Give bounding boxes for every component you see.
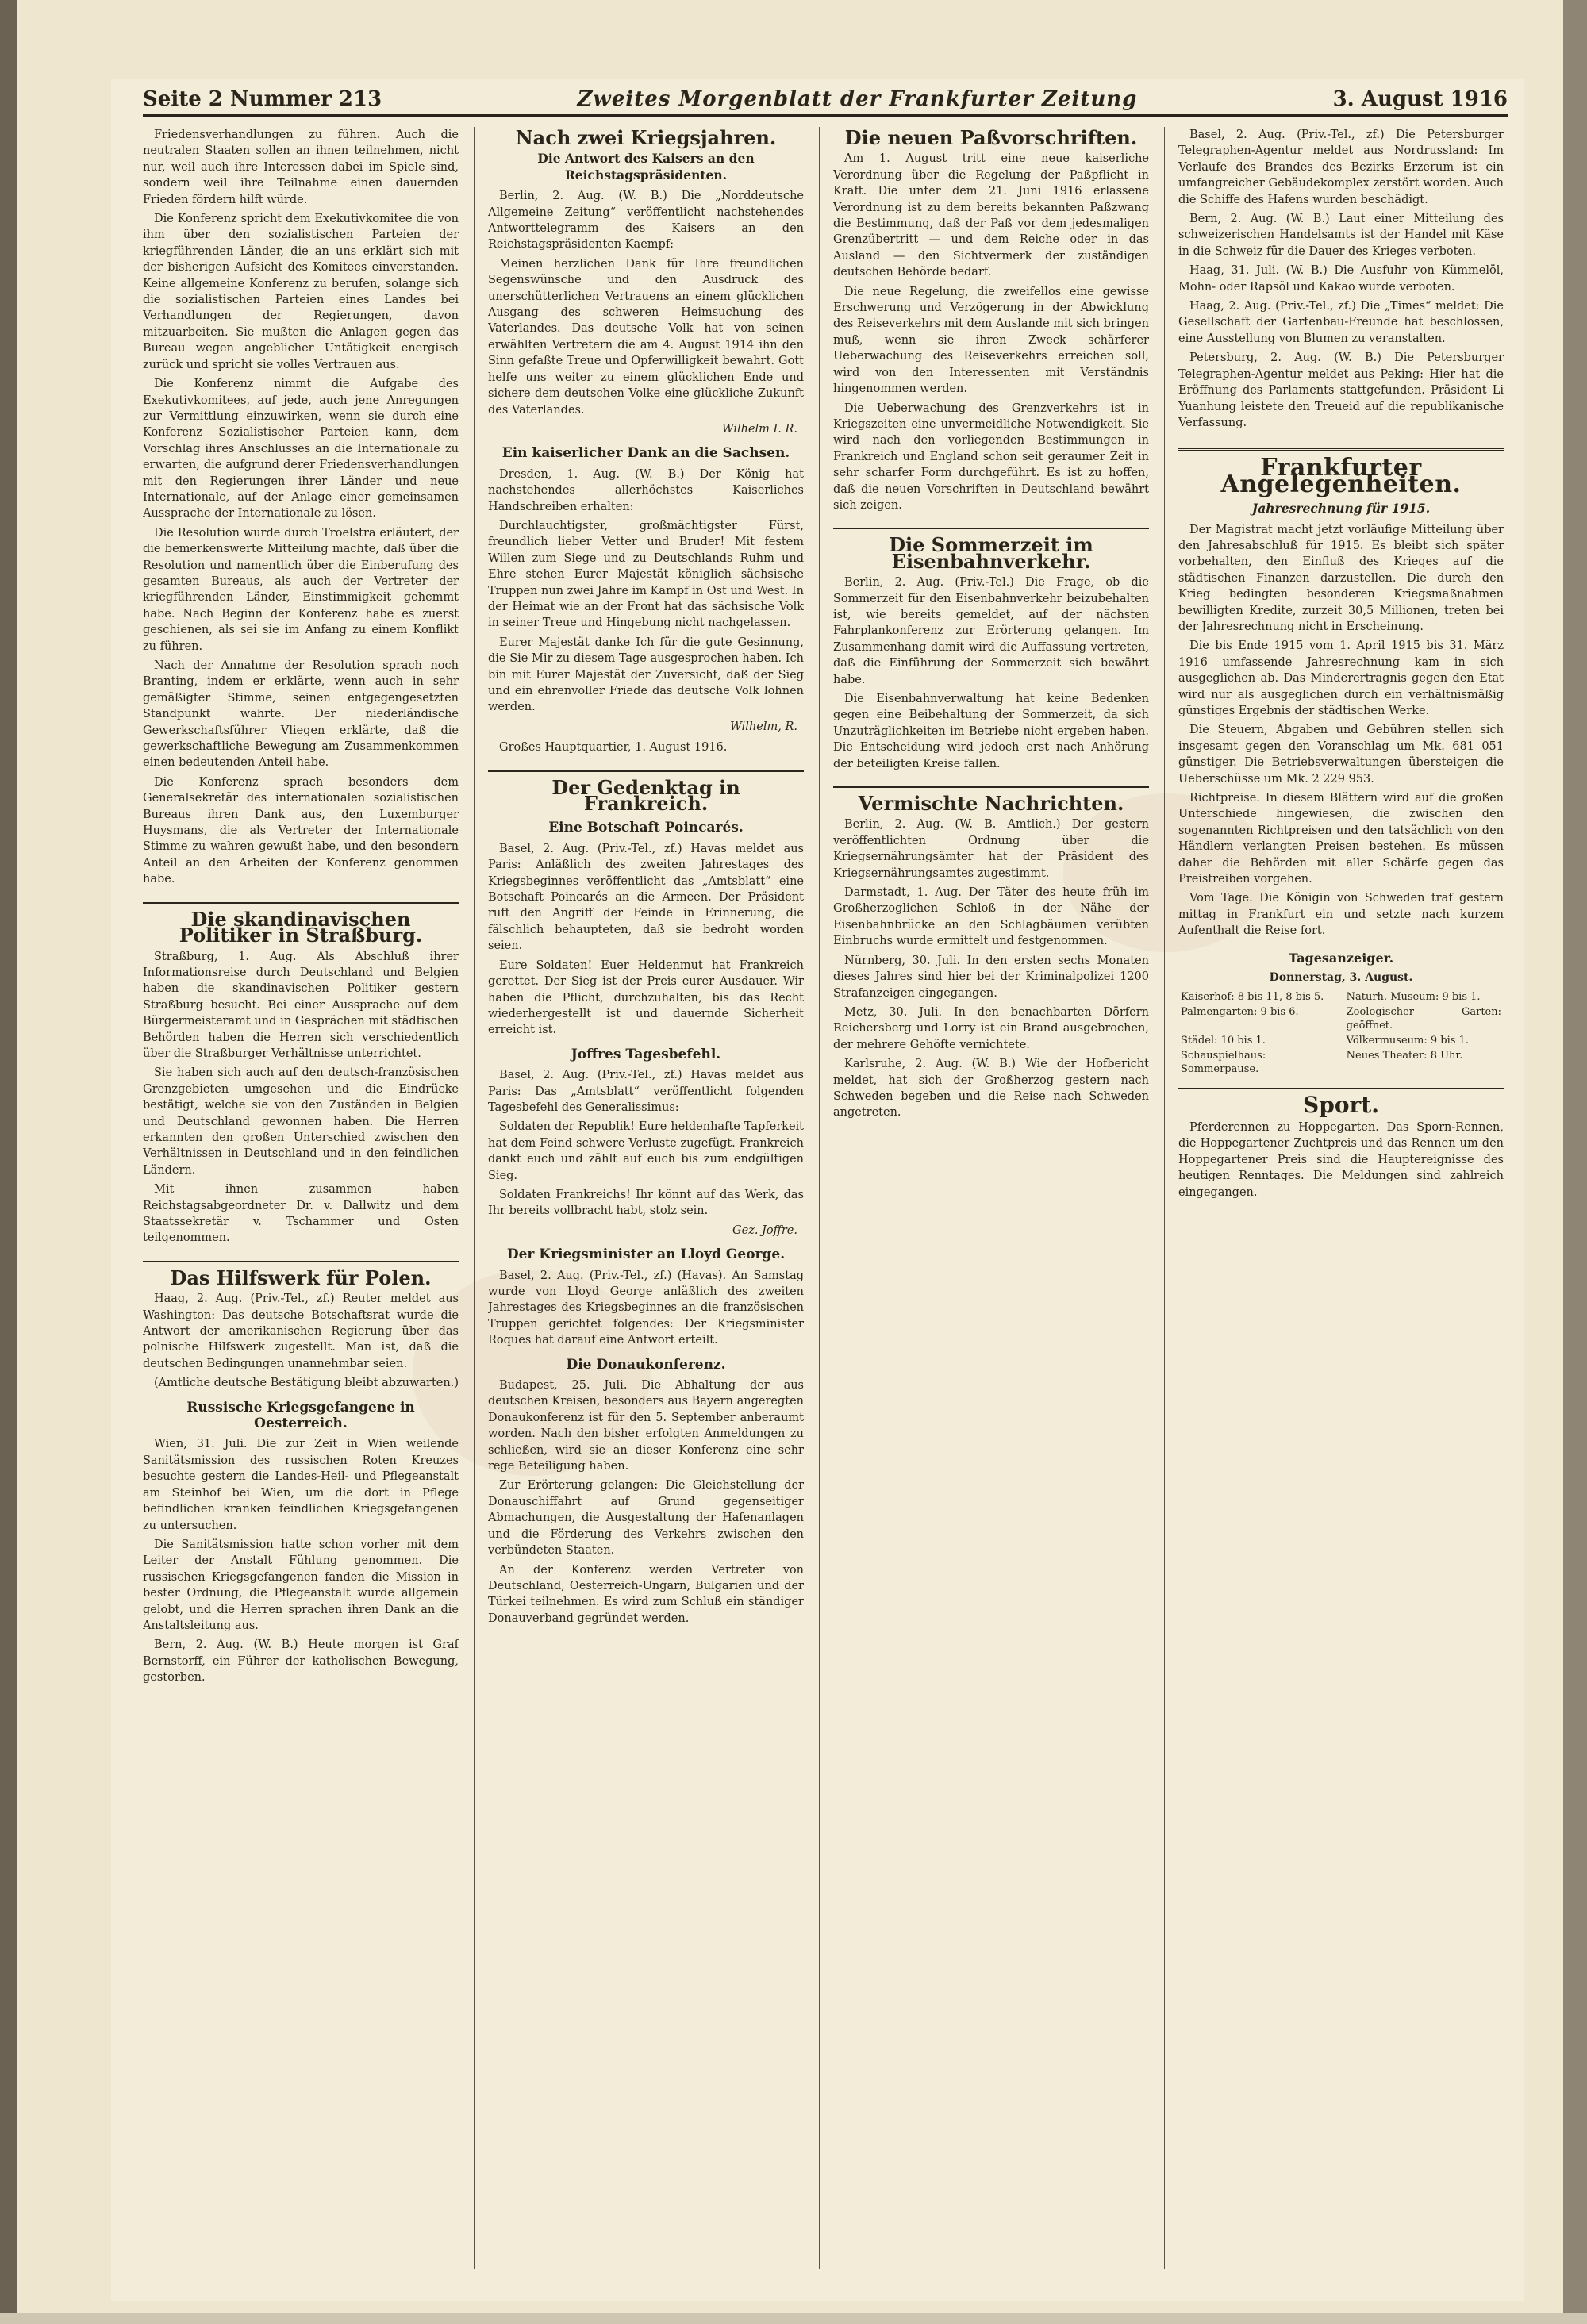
article-paragraph: Die Resolution wurde durch Troelstra erläutert, der die bemerkenswerte Mitteilung machte, daß über die Resolution und namentlich über die Einberufung des gesamten Bureaus, als auch der Vertreter der kriegführenden Länder, Einstimmigkeit gehemmt habe. Nach Beginn der Konferenz habe es zuerst geschienen, als sei sie im Anfang zu einem Konflikt zu führen.: [143, 526, 459, 653]
article-paragraph: Dresden, 1. Aug. (W. B.) Der König hat nachstehendes allerhöchstes Kaiserliches Handschreiben erhalten:: [488, 467, 804, 513]
article-paragraph: Darmstadt, 1. Aug. Der Täter des heute früh im Großherzoglichen Schloß in der Nähe der Eisenbahnbrücke an den Schlagbäumen verübten Einbruchs wurde ermittelt und festgenommen.: [833, 886, 1149, 948]
article-paragraph: Nach der Annahme der Resolution sprach noch Branting, indem er erklärte, wenn auch in sehr gemäßigter Stimme, seinen entgegengesetzten Standpunkt wahrte. Der niederländische Gewerkschaftsführer Vliegen erklärte, daß die gewerkschaftliche Bewegung am Zusammenkommen einen bedeutenden Anteil habe.: [143, 659, 459, 770]
article-paragraph: (Amtliche deutsche Bestätigung bleibt abzuwarten.): [154, 1377, 459, 1390]
article-headline: Ein kaiserlicher Dank an die Sachsen.: [501, 445, 790, 462]
article-paragraph: Richtpreise. In diesem Blättern wird auf die großen Unterschiede hingewiesen, die zwischen den sogenannten Richtpreisen und den tatsächlich von den Händlern verlangten Preisen bestehen. Es müssen daher die Behörden mit aller Schärfe gegen das Preistreiben vorgehen.: [1178, 792, 1504, 886]
article-headline: Die skandinavischen Politiker in Straßburg.: [143, 902, 459, 944]
newspaper-page: [111, 79, 1524, 2301]
table-cell: Schauspielhaus: Sommerpause.: [1181, 1049, 1266, 1075]
article-paragraph: Die Sanitätsmission hatte schon vorher mit dem Leiter der Anstalt Fühlung genommen. Die russischen Kriegsgefangenen fanden die Mission in bester Ordnung, die Pflegeanstalt wurde allgemein gelobt, und die Herren sprachen ihren Dank an die Anstaltsleitung aus.: [143, 1538, 459, 1632]
article-headline: Die Sommerzeit im Eisenbahnverkehr.: [833, 528, 1149, 570]
article-headline: Der Gedenktag in Frankreich.: [488, 770, 804, 812]
article-paragraph: Nürnberg, 30. Juli. In den ersten sechs Monaten dieses Jahres sind hier bei der Kriminalpolizei 1200 Strafanzeigen eingegangen.: [833, 954, 1149, 1000]
section-title: Sport.: [1178, 1088, 1504, 1113]
column-1: [143, 127, 459, 2277]
article-paragraph: Die Konferenz sprach besonders dem Generalsekretär des internationalen sozialistischen Bureaus ihren Dank aus, den Luxemburger Huysmans, die als Vertreter der Internationale Stimme zu wahren gewußt habe, und den besondern Anteil an den Arbeiten der Konferenz genommen habe.: [143, 775, 459, 886]
page-number: Seite 2 Nummer 213: [143, 87, 382, 111]
table-cell: Städel: 10 bis 1.: [1181, 1034, 1266, 1047]
table-cell: Palmengarten: 9 bis 6.: [1181, 1005, 1299, 1018]
signature: Wilhelm, R.: [730, 720, 797, 733]
article-paragraph: Pferderennen zu Hoppegarten. Das Sporn-Rennen, die Hoppegartener Zuchtpreis und das Rennen um den Hoppegartener Preis sind die Hauptereignisse des heutigen Renntages. Die Meldungen sind zahlreich eingegangen.: [1178, 1120, 1504, 1199]
article-paragraph: Bern, 2. Aug. (W. B.) Heute morgen ist Graf Bernstorff, ein Führer der katholischen Bewegung, gestorben.: [143, 1638, 459, 1684]
column-3: [833, 127, 1149, 2277]
article-paragraph: Metz, 30. Juli. In den benachbarten Dörfern Reichersberg und Lorry ist ein Brand ausgebrochen, der mehrere Gehöfte vernichtete.: [833, 1005, 1149, 1051]
scan-border-left: [0, 0, 17, 2324]
article-headline: Die neuen Paßvorschriften.: [844, 127, 1138, 149]
article-subheadline: Joffres Tagesbefehl.: [571, 1046, 721, 1062]
article-paragraph: Soldaten der Republik! Eure heldenhafte Tapferkeit hat dem Feind schwere Verluste zugefügt. Frankreich dankt euch und zählt auf euch bis zum endgültigen Sieg.: [488, 1120, 804, 1182]
article-paragraph: Basel, 2. Aug. (Priv.-Tel., zf.) Die Petersburger Telegraphen-Agentur meldet aus Nordrussland: Im Verlaufe des Brandes des Bezirks Erzerum ist ein umfangreicher Gebäudekomplex zerstört worden. Auch die Schiffe des Hafens wurden beschädigt.: [1178, 129, 1504, 206]
article-headline: Vermischte Nachrichten.: [833, 786, 1149, 812]
article-subheadline: Eine Botschaft Poincarés.: [548, 820, 744, 836]
table-cell: Naturh. Museum: 9 bis 1.: [1346, 990, 1481, 1003]
article-paragraph: Der Magistrat macht jetzt vorläufige Mitteilung über den Jahresabschluß für 1915. Es bleibt sich später vorbehalten, den Einfluß des Krieges auf die städtischen Finanzen darzustellen. Die durch den Krieg bedingten besonderen Kriegsmaßnahmen bewilligten Kredite, zurzeit 30,5 Millionen, treten bei der Jahresrechnung nicht in Erscheinung.: [1178, 523, 1504, 633]
article-paragraph: Die Konferenz spricht dem Exekutivkomitee die von ihm über den sozialistischen Parteien der kriegführenden Länder, die an uns erklärt sich mit der bisherigen Aufsicht des Komitees einverstanden. Keine allgemeine Konferenz zu berufen, solange sich die sozialistischen Parteien eines Landes bei Verhandlungen der Regierungen, davon mitzuarbeiten. Sie mußten die Anlagen gegen das Bureau wegen angeblicher Untätigkeit energisch zurück und spricht sie volles Vertrauen aus.: [143, 213, 459, 371]
page-header: [143, 79, 1508, 117]
article-subheadline: Russische Kriegsgefangene in Oesterreich.: [186, 1399, 415, 1432]
article-paragraph: Zur Erörterung gelangen: Die Gleichstellung der Donauschiffahrt auf Grund gegenseitiger Abmachungen, die Ausgestaltung der Hafenanlagen und die Förderung des Verkehrs zwischen den verbündeten Staaten.: [488, 1479, 804, 1558]
signature: Wilhelm I. R.: [721, 422, 797, 436]
article-paragraph: Basel, 2. Aug. (Priv.-Tel., zf.) (Havas). An Samstag wurde von Lloyd George anläßlich des zweiten Jahrestages des Kriegsbeginnes an die französischen Truppen gerichtet folgendes: Der Kriegsminister Roques hat darauf eine Antwort erteilt.: [488, 1269, 804, 1347]
dateline: Großes Hauptquartier, 1. August 1916.: [499, 741, 728, 755]
article-paragraph: Meinen herzlichen Dank für Ihre freundlichen Segenswünsche und den Ausdruck des unerschütterlichen Vertrauens an einem glücklichen Ausgang des schweren Heimsuchung des Vaterlandes. Das deutsche Volk hat von seinen erwählten Vertretern die am 4. August 1914 ihn den Sinn gefaßte Treue und Opferwilligkeit bewahrt. Gott helfe uns weiter zu einem glücklichen Ende und sichere dem deutschen Volke eine glückliche Zukunft des Vaterlandes.: [488, 257, 804, 417]
article-paragraph: Die Konferenz nimmt die Aufgabe des Exekutivkomitees, auf jede, auch jene Anregungen zur Vermittlung einzuwirken, wenn sie durch eine Konferenz Sozialistischer Parteien kann, dem Vorschlag ihres Anschlusses an die Internationale zu erwarten, die aufgrund derer Friedensverhandlungen mit den Regierungen ihrer Länder und neue Internationale, auf der Anlage einer gemeinsamen Aussprache der Internationale zu lösen.: [143, 378, 459, 520]
column-rule: [474, 127, 475, 2269]
newspaper-title: Zweites Morgenblatt der Frankfurter Zeitung: [577, 87, 1138, 111]
article-paragraph: Karlsruhe, 2. Aug. (W. B.) Wie der Hofbericht meldet, hat sich der Großherzog gestern nach Schweden begeben und die Reise nach Schweden angetreten.: [833, 1058, 1149, 1120]
article-paragraph: Budapest, 25. Juli. Die Abhaltung der aus deutschen Kreisen, besonders aus Bayern angeregten Donaukonferenz ist für den 5. September anberaumt worden. Nach den bisher erfolgten Anmeldungen zu schließen, wird sie an dieser Konferenz eine sehr rege Beteiligung haben.: [488, 1379, 804, 1473]
article-paragraph: Die Eisenbahnverwaltung hat keine Bedenken gegen eine Beibehaltung der Sommerzeit, da sich Unzuträglichkeiten im Betriebe nicht ergeben haben. Die Entscheidung wird jedoch erst nach Anhörung der beteiligten Kreise fallen.: [833, 693, 1149, 770]
article-paragraph: Mit ihnen zusammen haben Reichstagsabgeordneter Dr. v. Dallwitz und dem Staatssekretär v. Tschammer und Osten teilgenommen.: [143, 1183, 459, 1245]
article-paragraph: Haag, 2. Aug. (Priv.-Tel., zf.) Die „Times“ meldet: Die Gesellschaft der Gartenbau-Freunde hat beschlossen, eine Ausstellung von Blumen zu veranstalten.: [1178, 300, 1504, 345]
article-headline: Das Hilfswerk für Polen.: [143, 1261, 459, 1286]
table-row: [1178, 1033, 1504, 1048]
article-paragraph: Vom Tage. Die Königin von Schweden traf gestern mittag in Frankfurt ein und setzte nach kurzem Aufenthalt die Reise fort.: [1178, 892, 1504, 938]
article-paragraph: Soldaten Frankreichs! Ihr könnt auf das Werk, das Ihr bereits vollbracht habt, stolz sein.: [488, 1188, 804, 1218]
article-subheadline: Jahresrechnung für 1915.: [1251, 501, 1431, 517]
table-cell: Zoologischer Garten: geöffnet.: [1346, 1005, 1501, 1031]
article-paragraph: Berlin, 2. Aug. (Priv.-Tel.) Die Frage, ob die Sommerzeit für den Eisenbahnverkehr beizubehalten ist, wie bereits gemeldet, auf der nächsten Fahrplankonferenz zur Erörterung gelangen. Im Zusammenhang damit wird die Auffassung vertreten, daß die Einführung der Sommerzeit sich bewährt habe.: [833, 576, 1149, 686]
article-paragraph: Die neue Regelung, die zweifellos eine gewisse Erschwerung und Verzögerung in der Abwicklung des Reiseverkehrs mit dem Auslande mit sich bringen muß, wenn sie ihren Zweck schärferer Ueberwachung des Reiseverkehrs erreichen soll, wird von den Interessenten mit Verständnis hingenommen werden.: [833, 285, 1149, 396]
article-paragraph: Friedensverhandlungen zu führen. Auch die neutralen Staaten sollen an ihnen teilnehmen, nicht nur, weil auch ihre Interessen dabei im Spiele sind, sondern weil ihre Teilnahme einen dauernden Frieden fördern hilft würde.: [143, 129, 459, 206]
schedule-table: [1178, 989, 1504, 1077]
article-paragraph: Sie haben sich auch auf den deutsch-französischen Grenzgebieten umgesehen und die Eindrücke bestätigt, welche sie von den Zuständen in Belgien und Deutschland gewonnen haben. Die Herren erkannten den großen Unterschied zwischen den Verhältnissen in Deutschland und in den feindlichen Ländern.: [143, 1066, 459, 1177]
article-subheadline: Die Donaukonferenz.: [566, 1356, 726, 1373]
article-paragraph: Eure Soldaten! Euer Heldenmut hat Frankreich gerettet. Der Sieg ist der Preis eurer Ausdauer. Wir haben die Pflicht, durchzuhalten, bis das Recht wiederhergestellt ist und dauernde Sicherheit erreicht ist.: [488, 958, 804, 1037]
article-paragraph: Petersburg, 2. Aug. (W. B.) Die Petersburger Telegraphen-Agentur meldet aus Peking: Hier hat die Eröffnung des Parlaments stattgefunden. Präsident Li Yuanhung leistete den Treueid auf die republikanische Verfassung.: [1178, 351, 1504, 429]
article-paragraph: Haag, 2. Aug. (Priv.-Tel., zf.) Reuter meldet aus Washington: Das deutsche Botschaftsrat wurde die Antwort der amerikanischen Regierung über das polnische Hilfswerk zugestellt. Man ist, daß die deutschen Bedingungen unannehmbar seien.: [143, 1293, 459, 1370]
article-paragraph: Bern, 2. Aug. (W. B.) Laut einer Mitteilung des schweizerischen Handelsamts ist der Handel mit Käse in die Schweiz für die Dauer des Krieges verboten.: [1178, 213, 1504, 258]
table-cell: Völkermuseum: 9 bis 1.: [1346, 1034, 1469, 1047]
schedule-title: Tagesanzeiger.: [1288, 950, 1394, 966]
article-paragraph: Haag, 31. Juli. (W. B.) Die Ausfuhr von Kümmelöl, Mohn- oder Rapsöl und Kakao wurde verboten.: [1178, 264, 1504, 294]
article-paragraph: Straßburg, 1. Aug. Als Abschluß ihrer Informationsreise durch Deutschland und Belgien haben die skandinavischen Politiker gestern Straßburg besucht. Bei einer Aussprache auf dem Bürgermeisteramt und in Gesprächen mit städtischen Behörden haben die Herren sich verschiedentlich über die Straßburger Verhältnisse unterrichtet.: [143, 950, 459, 1060]
schedule-date: Donnerstag, 3. August.: [1269, 971, 1413, 985]
column-2: [488, 127, 804, 2277]
table-row: [1178, 1048, 1504, 1077]
column-rule: [819, 127, 820, 2269]
article-subheadline: Der Kriegsminister an Lloyd George.: [506, 1247, 786, 1263]
column-rule: [1164, 127, 1165, 2269]
section-title: Frankfurter Angelegenheiten.: [1178, 448, 1504, 493]
table-cell: Neues Theater: 8 Uhr.: [1346, 1049, 1463, 1062]
article-paragraph: Am 1. August tritt eine neue kaiserliche Verordnung über die Regelung der Paßpflicht in Kraft. Die unter dem 21. Juni 1916 erlassene Verordnung ist zu dem bereits bekannten Paßzwang die Bestimmung, daß der Paß vor dem jedesmaligen Grenzübertritt — und dem Reiche oder in das Ausland — den Sichtvermerk der zuständigen deutschen Behörde bedarf.: [833, 152, 1149, 279]
scan-border-right: [1563, 0, 1587, 2324]
article-headline: Nach zwei Kriegsjahren.: [515, 127, 777, 149]
article-paragraph: Die Ueberwachung des Grenzverkehrs ist in Kriegszeiten eine unvermeidliche Notwendigkeit. Sie wird nach den vorliegenden Bestimmungen in Frankreich und England schon seit geraumer Zeit in sehr scharfer Form durchgeführt. Es ist zu hoffen, daß die neuen Vorschriften in Deutschland bewährt sich zeigen.: [833, 401, 1149, 512]
article-paragraph: Wien, 31. Juli. Die zur Zeit in Wien weilende Sanitätsmission des russischen Roten Kreuzes besuchte gestern die Landes-Heil- und Pflegeanstalt am Steinhof bei Wien, um die dort in Pflege befindlichen kranken feindlichen Kriegsgefangenen zu untersuchen.: [143, 1438, 459, 1532]
table-row: [1178, 1005, 1504, 1033]
article-paragraph: Die bis Ende 1915 vom 1. April 1915 bis 31. März 1916 umfassende Jahresrechnung kam in sich ausgeglichen ab. Das Minderertragnis gegen den Etat wird nur als ausgeglichen durch ein verhältnismäßig günstiges Ergebnis der städtischen Werke.: [1178, 640, 1504, 717]
scan-border-bottom: [0, 2313, 1587, 2324]
table-cell: Kaiserhof: 8 bis 11, 8 bis 5.: [1181, 990, 1324, 1003]
article-paragraph: Durchlauchtigster, großmächtigster Fürst, freundlich lieber Vetter und Bruder! Mit festem Willen zum Siege und zu Deutschlands Ruhm und Ehre stehen Eurer Majestät königlich sächsische Truppen nun zwei Jahre im Kampf in Ost und West. In der Heimat wie an der Front hat das sächsische Volk in seiner Treue und Hingebung nicht nachgelassen.: [488, 519, 804, 630]
table-row: [1178, 989, 1504, 1005]
article-paragraph: Berlin, 2. Aug. (W. B. Amtlich.) Der gestern veröffentlichten Ordnung über die Kriegsernährungsämter hat der Präsident des Kriegsernährungsamtes zugestimmt.: [833, 818, 1149, 880]
issue-date: 3. August 1916: [1332, 87, 1508, 111]
article-paragraph: Basel, 2. Aug. (Priv.-Tel., zf.) Havas meldet aus Paris: Das „Amtsblatt“ veröffentlicht folgenden Tagesbefehl des Generalissimus:: [488, 1069, 804, 1114]
article-subheadline: Die Antwort des Kaisers an den Reichstagspräsidenten.: [537, 151, 755, 182]
article-paragraph: Die Steuern, Abgaben und Gebühren stellen sich insgesamt gegen den Voranschlag um Mk. 681 051 günstiger. Die Betriebsverwaltungen übersteigen die Ueberschüsse um Mk. 2 229 953.: [1178, 724, 1504, 786]
article-paragraph: Berlin, 2. Aug. (W. B.) Die „Norddeutsche Allgemeine Zeitung“ veröffentlicht nachstehendes Antworttelegramm des Kaisers an den Reichstagspräsidenten Kaempf:: [488, 190, 804, 252]
article-paragraph: An der Konferenz werden Vertreter von Deutschland, Oesterreich-Ungarn, Bulgarien und der Türkei teilnehmen. Es wird zum Schluß ein ständiger Donauverband gegründet werden.: [488, 1563, 804, 1625]
article-paragraph: Eurer Majestät danke Ich für die gute Gesinnung, die Sie Mir zu diesem Tage ausgesprochen haben. Ich bin mit Eurer Majestät der Zuversicht, daß der Sieg und ein ehrenvoller Friede das deutsche Volk lohnen werden.: [488, 636, 804, 714]
signature: Gez. Joffre.: [732, 1223, 797, 1237]
article-paragraph: Basel, 2. Aug. (Priv.-Tel., zf.) Havas meldet aus Paris: Anläßlich des zweiten Jahrestages des Kriegsbeginnes veröffentlicht das „Amtsblatt“ eine Botschaft Poincarés an die Armeen. Der Präsident ruft den Angriff der Feinde in Erinnerung, die fälschlich behaupteten, daß sie bedroht worden seien.: [488, 842, 804, 953]
column-4: [1178, 127, 1504, 2277]
